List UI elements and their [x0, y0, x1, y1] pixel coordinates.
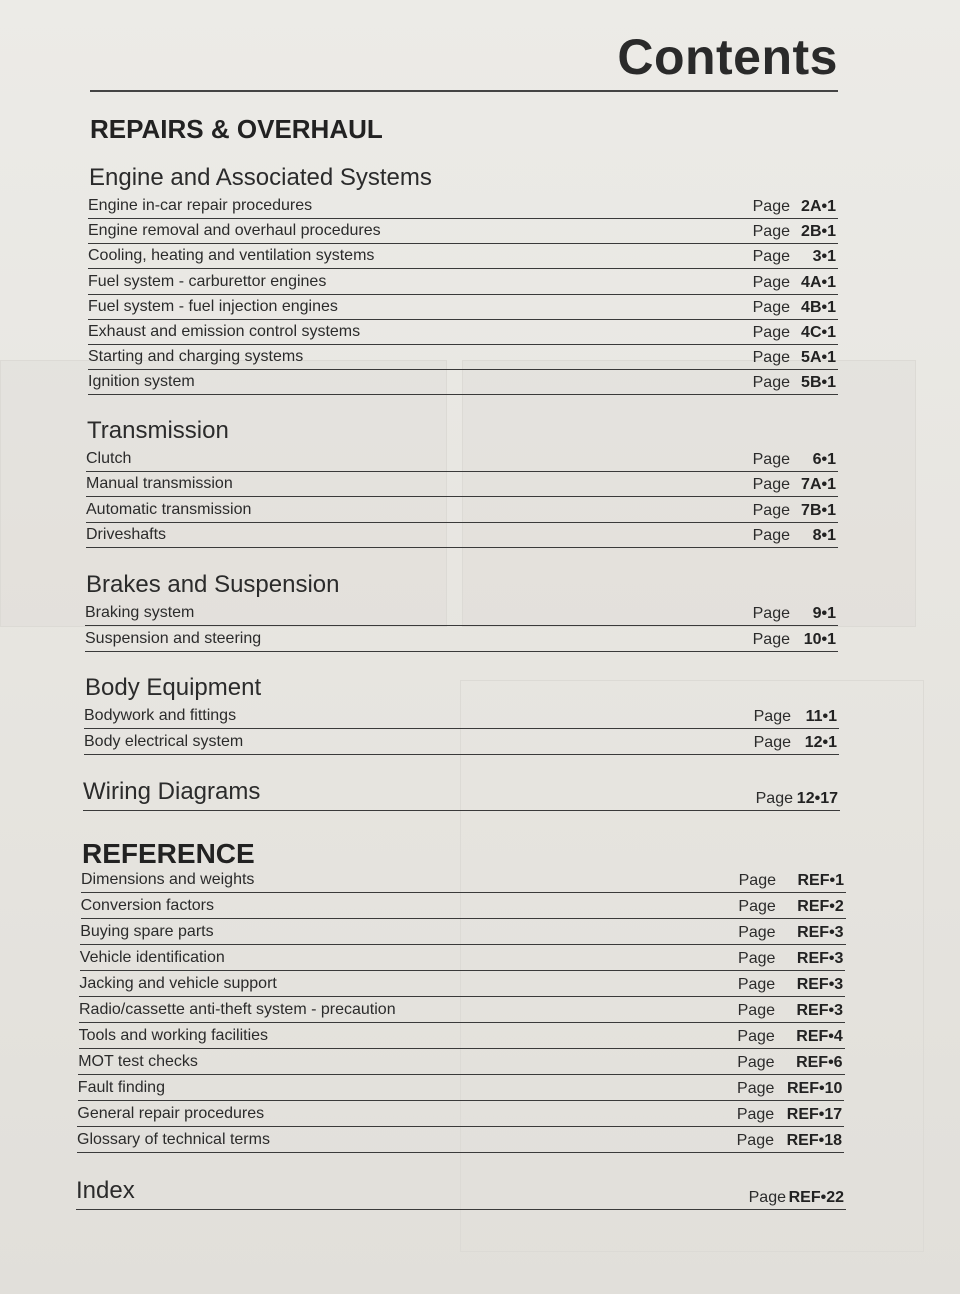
toc-entry[interactable] [86, 522, 838, 548]
page-number: REF•2 [797, 898, 844, 915]
toc-entry-label: Manual transmission [86, 475, 233, 493]
toc-entry-reference[interactable] [81, 867, 846, 893]
page-word: Page [738, 924, 776, 941]
section-heading-reference: REFERENCE [82, 838, 255, 869]
group-title-engine: Engine and Associated Systems [89, 164, 432, 191]
page-number: 12•17 [796, 790, 838, 807]
section-heading-repairs: REPAIRS & OVERHAUL [90, 114, 383, 144]
page-word: Page [752, 324, 790, 341]
page-number: 10•1 [803, 630, 836, 648]
toc-entry-reference[interactable] [78, 1049, 844, 1075]
toc-entry-label: Wiring Diagrams [83, 778, 261, 805]
toc-entry-reference[interactable] [80, 919, 845, 945]
toc-entry[interactable] [86, 497, 838, 523]
page-word: Page [753, 733, 791, 751]
toc-entry[interactable] [84, 703, 839, 729]
page-number: REF•6 [796, 1054, 843, 1071]
page-number: 5B•1 [801, 374, 836, 392]
toc-entry-reference[interactable] [79, 971, 845, 997]
page-word: Page [752, 273, 790, 291]
toc-entry-label: Engine in-car repair procedures [88, 197, 313, 214]
page-word: Page [738, 950, 776, 967]
toc-entry-label: Fuel system - fuel injection engines [88, 297, 338, 315]
toc-entry-label: Radio/cassette anti-theft system - precaution [79, 1001, 396, 1018]
page-word: Page [753, 708, 791, 725]
toc-entry-label: Suspension and steering [85, 629, 262, 647]
toc-entry-reference[interactable] [77, 1127, 844, 1153]
page-number: 4B•1 [801, 298, 836, 316]
toc-entry-label: Jacking and vehicle support [79, 975, 277, 992]
toc-entry-label: Cooling, heating and ventilation systems [88, 247, 375, 265]
page-number: 9•1 [812, 605, 836, 622]
toc-entry-label: Engine removal and overhaul procedures [88, 222, 381, 240]
page-word: Page [748, 1189, 786, 1206]
toc-entry-label: Driveshafts [86, 525, 167, 543]
page-word: Page [737, 1054, 775, 1071]
page-word: Page [737, 1002, 775, 1019]
page-number: 6•1 [812, 451, 836, 468]
page-word: Page [752, 223, 790, 241]
page-word: Page [737, 1028, 775, 1045]
toc-entry-label: Ignition system [88, 373, 195, 391]
page-number: 11•1 [805, 708, 837, 725]
page-number: REF•1 [797, 872, 844, 889]
page-word: Page [752, 605, 790, 622]
page-number: REF•3 [796, 976, 844, 993]
toc-entry-label: Vehicle identification [79, 949, 225, 966]
toc-entry-label: Automatic transmission [86, 500, 252, 518]
toc-entry-label: Body electrical system [84, 732, 244, 750]
page-number: REF•17 [786, 1106, 843, 1123]
toc-entry[interactable] [88, 344, 838, 370]
page-title: Contents [617, 29, 838, 85]
toc-entry[interactable] [88, 193, 838, 219]
page-word: Page [738, 898, 776, 915]
toc-entry-label: General repair procedures [77, 1105, 265, 1122]
page-word: Page [752, 198, 790, 215]
page-word: Page [752, 501, 790, 519]
toc-entry-label: Starting and charging systems [88, 348, 304, 366]
page-number: REF•4 [796, 1028, 843, 1045]
page-number: REF•3 [797, 924, 844, 941]
title-divider [90, 90, 838, 92]
toc-entry-label: Exhaust and emission control systems [88, 323, 361, 340]
group-title-brakes: Brakes and Suspension [86, 571, 340, 598]
toc-entry[interactable] [88, 269, 838, 295]
page-word: Page [752, 526, 790, 544]
toc-entry-label: Clutch [86, 450, 132, 467]
toc-entry[interactable] [86, 446, 838, 472]
page-word: Page [737, 976, 776, 993]
page-word: Page [752, 298, 790, 316]
page-number: 4A•1 [801, 273, 836, 291]
toc-entry-label: MOT test checks [78, 1053, 198, 1070]
page-word: Page [738, 872, 776, 889]
toc-entry[interactable] [88, 369, 838, 395]
toc-entry[interactable] [88, 319, 838, 345]
toc-entry-reference[interactable] [81, 893, 846, 919]
toc-entry-label: Index [76, 1177, 135, 1204]
page-word: Page [752, 451, 790, 468]
toc-entry[interactable] [85, 600, 838, 626]
page-word: Page [752, 248, 790, 266]
page-word: Page [752, 349, 790, 367]
toc-entry[interactable] [86, 471, 838, 497]
group-title-body: Body Equipment [85, 674, 262, 701]
toc-entry-label: Dimensions and weights [81, 871, 255, 888]
toc-entry-reference[interactable] [78, 1075, 845, 1101]
group-title-transmission: Transmission [87, 417, 229, 444]
page-word: Page [755, 790, 793, 807]
page-number: 8•1 [812, 526, 836, 544]
page-number: 7B•1 [801, 501, 836, 519]
toc-entry-label: Bodywork and fittings [84, 707, 237, 724]
page-number: REF•10 [786, 1080, 843, 1097]
page-word: Page [752, 374, 790, 392]
page-number: 3•1 [812, 248, 836, 266]
page-word: Page [752, 630, 790, 648]
page-number: REF•3 [796, 950, 844, 967]
page-number: 2B•1 [801, 223, 836, 241]
toc-entry[interactable] [84, 729, 839, 755]
toc-entry-wiring-diagrams[interactable] [83, 778, 840, 811]
page-number: 2A•1 [801, 198, 836, 215]
toc-entry[interactable] [88, 243, 838, 269]
toc-entry[interactable] [85, 626, 838, 652]
page-word: Page [752, 476, 790, 494]
page-number: 7A•1 [801, 476, 836, 494]
toc-entry-label: Glossary of technical terms [77, 1131, 270, 1148]
toc-entry-label: Fuel system - carburettor engines [88, 272, 327, 290]
toc-entry-label: Conversion factors [80, 897, 214, 914]
toc-entry-reference[interactable] [79, 1023, 845, 1049]
toc-entry-reference[interactable] [79, 997, 845, 1023]
page-number: REF•22 [788, 1189, 844, 1206]
toc-entry-label: Braking system [85, 604, 195, 621]
page-number: 4C•1 [801, 324, 836, 341]
toc-entry[interactable] [88, 218, 838, 244]
page-word: Page [736, 1132, 774, 1149]
page-number: REF•3 [796, 1002, 843, 1019]
toc-entry-reference[interactable] [77, 1101, 844, 1127]
toc-entry-label: Tools and working facilities [78, 1027, 269, 1044]
page-number: 12•1 [804, 733, 837, 751]
toc-entry-index[interactable] [76, 1177, 846, 1210]
page-word: Page [737, 1080, 775, 1097]
toc-entry-reference[interactable] [80, 945, 846, 971]
page-word: Page [736, 1106, 775, 1123]
page-number: REF•18 [786, 1132, 842, 1149]
toc-entry-label: Fault finding [77, 1079, 165, 1096]
page-number: 5A•1 [801, 349, 836, 367]
toc-entry[interactable] [88, 294, 838, 320]
toc-entry-label: Buying spare parts [80, 923, 214, 940]
